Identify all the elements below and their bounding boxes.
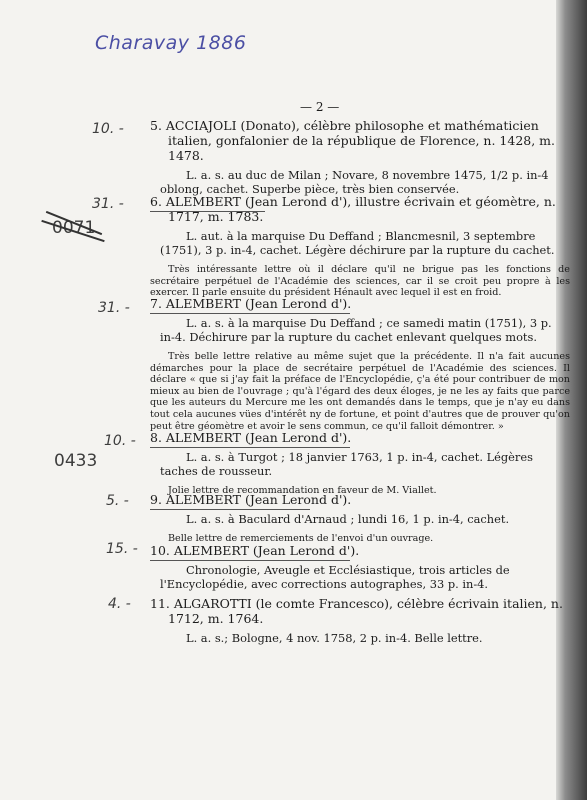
hand-underline (150, 509, 310, 510)
catalog-entry-8 (150, 430, 570, 497)
entry-note: Belle lettre de remerciements de l'envoi d'un ouvrage. (168, 533, 434, 544)
catalog-entry-9 (150, 492, 570, 545)
entry-heading: 6. ALEMBERT (Jean Lerond d'), illustre écrivain et géomètre, n. 1717, m. 1783. (150, 194, 556, 224)
price-8: 10. - (104, 433, 136, 449)
page-number: — 2 — (300, 100, 340, 114)
entry-description: L. a. s. à Baculard d'Arnaud ; lundi 16, 1 p. in-4, cachet. (186, 512, 510, 526)
entry-note: Jolie lettre de recommandation en faveur de M. Viallet. (168, 485, 437, 496)
price-5: 10. - (92, 121, 124, 137)
price-6: 31. - (92, 196, 124, 212)
entry-heading: 11. ALGAROTTI (le comte Francesco), célèbre écrivain italien, n. 1712, m. 1764. (150, 596, 563, 626)
catalog-entry-5 (150, 118, 570, 196)
entry-note: Très belle lettre relative au même sujet que la précédente. Il n'a fait aucunes démarches pour la place de secrétaire perpétuel de l'Académie des sciences. Il déclare « que si j'ay fait la préface de l'Encyclopédie, ç'a été pour contribuer de mon mieux au bien de l'ouvrage ; qu'à l'égard des deux éloges, je ne les ay faits que parce que les auteurs du Mercure me les ont demandés dans le temps, que je n'ay eu dans tout cela aucunes vües d'intérêt ny de fortune, et point d'autres que de prouver qu'on peut être géomètre et avoir le sens commun, ce qu'il falloit démontrer. » (150, 351, 570, 432)
entry-description: Chronologie, Aveugle et Ecclésiastique, trois articles de l'Encyclopédie, avec corrections autographes, 33 p. in-4. (160, 563, 510, 591)
entry-heading: 8. ALEMBERT (Jean Lerond d'). (150, 430, 352, 445)
hand-underline (150, 313, 350, 314)
entry-heading: 10. ALEMBERT (Jean Lerond d'). (150, 543, 360, 558)
entry-description: L. a. s. à Turgot ; 18 janvier 1763, 1 p. in-4, cachet. Légères taches de rousseur. (160, 450, 533, 478)
entry-description: L. a. s. à la marquise Du Deffand ; ce samedi matin (1751), 3 p. in-4. Déchirure par la rupture du cachet enlevant quelques mots. (160, 316, 552, 344)
catalog-entry-6 (150, 194, 570, 299)
handwritten-title: Charavay 1886 (95, 32, 247, 54)
entry-heading: 9. ALEMBERT (Jean Lerond d'). (150, 492, 352, 507)
price-7: 31. - (98, 300, 130, 316)
entry-heading: 7. ALEMBERT (Jean Lerond d'). (150, 296, 352, 311)
catalog-entry-11 (150, 596, 570, 645)
entry-description: L. aut. à la marquise Du Deffand ; Blancmesnil, 3 septembre (1751), 3 p. in-4, cachet. Légère déchirure par la rupture du cachet. (160, 229, 555, 257)
hand-underline (150, 211, 265, 212)
catalog-entry-7 (150, 296, 570, 432)
entry-description: L. a. s.; Bologne, 4 nov. 1758, 2 p. in-4. Belle lettre. (186, 631, 483, 645)
hand-underline (150, 447, 350, 448)
entry-description: L. a. s. au duc de Milan ; Novare, 8 novembre 1475, 1/2 p. in-4 oblong, cachet. Superbe pièce, très bien conservée. (160, 168, 549, 196)
price-9: 5. - (106, 493, 129, 509)
price-11: 4. - (108, 596, 131, 612)
entry-heading: 5. ACCIAJOLI (Donato), célèbre philosophe et mathématicien italien, gonfalonier de la république de Florence, n. 1428, m. 1478. (150, 118, 555, 163)
price-10: 15. - (106, 541, 138, 557)
code-0433: 0433 (54, 451, 98, 471)
entry-note: Très intéressante lettre où il déclare qu'il ne brigue pas les fonctions de secrétaire perpétuel de l'Académie des sciences, car il se croit peu propre à les exercer. Il parle ensuite du président Hénault avec lequel il est en froid. (150, 264, 570, 299)
catalog-entry-10 (150, 543, 570, 591)
code-0071: 0071 (52, 218, 96, 238)
hand-underline (150, 560, 350, 561)
